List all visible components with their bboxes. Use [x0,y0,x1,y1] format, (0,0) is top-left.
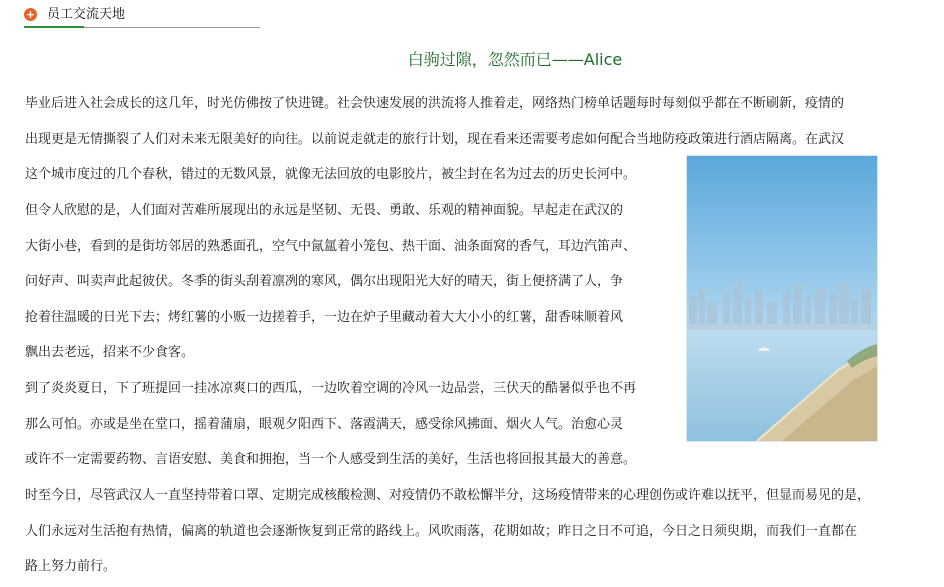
section-header [24,5,260,28]
paragraph-4 [25,478,870,585]
riverside-city-photo [686,155,878,442]
paragraph-line: 出现更是无情撕裂了人们对未来无限美好的向往。以前说走就走的旅行计划，现在看来还需要考虑如何配合当地防疫政策进行酒店隔离。在武汉 [25,131,845,147]
article-title: 白驹过隙，忽然而已——Alice [407,50,623,69]
paragraph-3 [25,371,636,478]
section-title: 员工交流天地 [47,7,126,22]
paragraph-line: 问好声、叫卖声此起彼伏。冬季的街头刮着凛冽的寒风，偶尔出现阳光大好的晴天，街上便挤满了人，争 [25,274,624,290]
paragraph-line: 这个城市度过的几个春秋，错过的无数风景，就像无法回放的电影胶片，被尘封在名为过去的历史长河中。 [25,167,637,183]
paragraph-line: 或许不一定需要药物、言语安慰、美食和拥抱，当一个人感受到生活的美好，生活也将回报其最大的善意。 [25,452,637,468]
paragraph-line: 时至今日，尽管武汉人一直坚持带着口罩、定期完成核酸检测、对疫情仍不敢松懈半分，这场疫情带来的心理创伤或许难以抚平，但显而易见的是， [25,488,871,503]
paragraph-line: 抢着往温暖的日光下去；烤红薯的小贩一边搓着手，一边在炉子里藏动着大大小小的红薯，甜香味顺着风 [25,309,624,325]
paragraph-line: 毕业后进入社会成长的这几年，时光仿佛按了快进键。社会快速发展的洪流将人推着走，网络热门榜单话题每时每刻似乎都在不断刷新，疫情的 [25,96,845,111]
paragraph-line: 到了炎炎夏日，下了班提回一挂冰凉爽口的西瓜，一边吹着空调的冷风一边品尝，三伏天的酷暑似乎也不再 [25,381,637,396]
paragraph-line: 飘出去老远，招来不少食客。 [25,345,195,361]
section-accent-underline [24,26,84,28]
paragraph-2 [25,193,636,371]
paragraph-line: 人们永远对生活抱有热情，偏离的轨道也会逐渐恢复到正常的路线上。风吹雨落，花期如故；昨日之日不可追，今日之日须臾期，而我们一直都在 [25,523,858,539]
plus-circle-icon: + [25,8,36,21]
paragraph-line: 大街小巷，看到的是街坊邻居的熟悉面孔，空气中氤氲着小笼包、热干面、油条面窝的香气，耳边汽笛声、 [25,238,637,254]
paragraph-line: 但令人欣慰的是，人们面对苦难所展现出的永远是坚韧、无畏、勇敢、乐观的精神面貌。早起走在武汉的 [25,203,624,218]
paragraph-line: 那么可怕。亦或是坐在堂口，摇着蒲扇，眼观夕阳西下、落霞满天，感受徐风拂面、烟火人气。治愈心灵 [25,416,624,432]
paragraph-line: 路上努力前行。 [25,559,117,575]
